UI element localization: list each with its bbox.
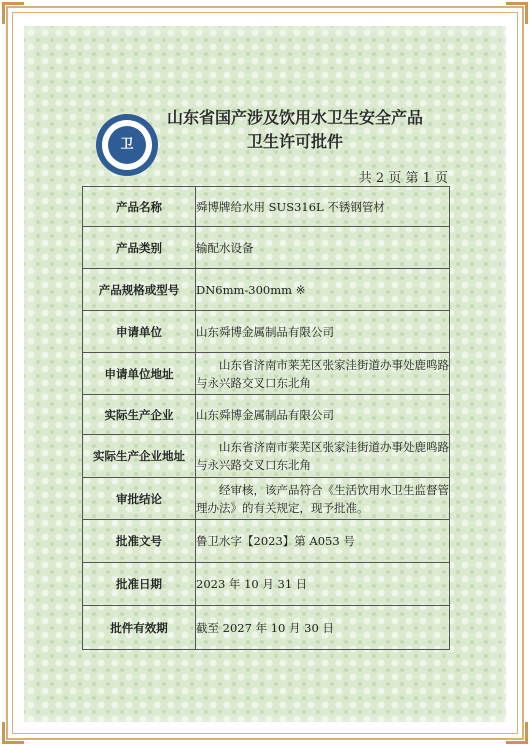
- table-row: [83, 520, 450, 563]
- row-label: 批件有效期: [83, 606, 196, 650]
- table-row: [83, 478, 450, 520]
- row-label: 批准文号: [83, 520, 196, 563]
- health-emblem-icon: [96, 114, 158, 176]
- row-label: 申请单位地址: [83, 353, 196, 395]
- page-indicator: 共 2 页 第 1 页: [358, 171, 448, 186]
- row-label: 产品规格或型号: [83, 269, 196, 311]
- table-row: [83, 395, 450, 435]
- table-row: [83, 227, 450, 269]
- row-value: 山东舜博金属制品有限公司: [196, 395, 450, 435]
- table-row: [83, 353, 450, 395]
- row-value: 山东舜博金属制品有限公司: [196, 311, 450, 353]
- table-row: [83, 187, 450, 227]
- emblem-label: 卫: [120, 137, 134, 152]
- row-label: 批准日期: [83, 563, 196, 606]
- corner-ornament: [506, 722, 528, 744]
- row-value: 2023 年 10 月 31 日: [196, 563, 450, 606]
- row-label: 实际生产企业地址: [83, 435, 196, 478]
- row-value: 舜博牌给水用 SUS316L 不锈钢管材: [196, 187, 450, 227]
- row-value: DN6mm-300mm ※: [196, 269, 450, 311]
- table-row: [83, 435, 450, 478]
- row-value: 山东省济南市莱芜区张家洼街道办事处鹿鸣路与永兴路交叉口东北角: [196, 353, 450, 395]
- row-label: 审批结论: [83, 478, 196, 520]
- row-label: 产品名称: [83, 187, 196, 227]
- row-value: 输配水设备: [196, 227, 450, 269]
- row-label: 实际生产企业: [83, 395, 196, 435]
- corner-ornament: [506, 2, 528, 24]
- document-subtitle: 卫生许可批件: [246, 132, 343, 151]
- row-value: 山东省济南市莱芜区张家洼街道办事处鹿鸣路与永兴路交叉口东北角: [196, 435, 450, 478]
- corner-ornament: [2, 722, 24, 744]
- table-row: [83, 269, 450, 311]
- corner-ornament: [2, 2, 24, 24]
- table-row: [83, 311, 450, 353]
- table-row: [83, 606, 450, 650]
- row-label: 申请单位: [83, 311, 196, 353]
- row-label: 产品类别: [83, 227, 196, 269]
- row-value: 鲁卫水字【2023】第 A053 号: [196, 520, 450, 563]
- row-value: 经审核，该产品符合《生活饮用水卫生监督管理办法》的有关规定，现予批准。: [196, 478, 450, 520]
- table-row: [83, 563, 450, 606]
- approval-table: [82, 186, 450, 650]
- row-value: 截至 2027 年 10 月 30 日: [196, 606, 450, 650]
- document-title: 山东省国产涉及饮用水卫生安全产品: [166, 108, 423, 127]
